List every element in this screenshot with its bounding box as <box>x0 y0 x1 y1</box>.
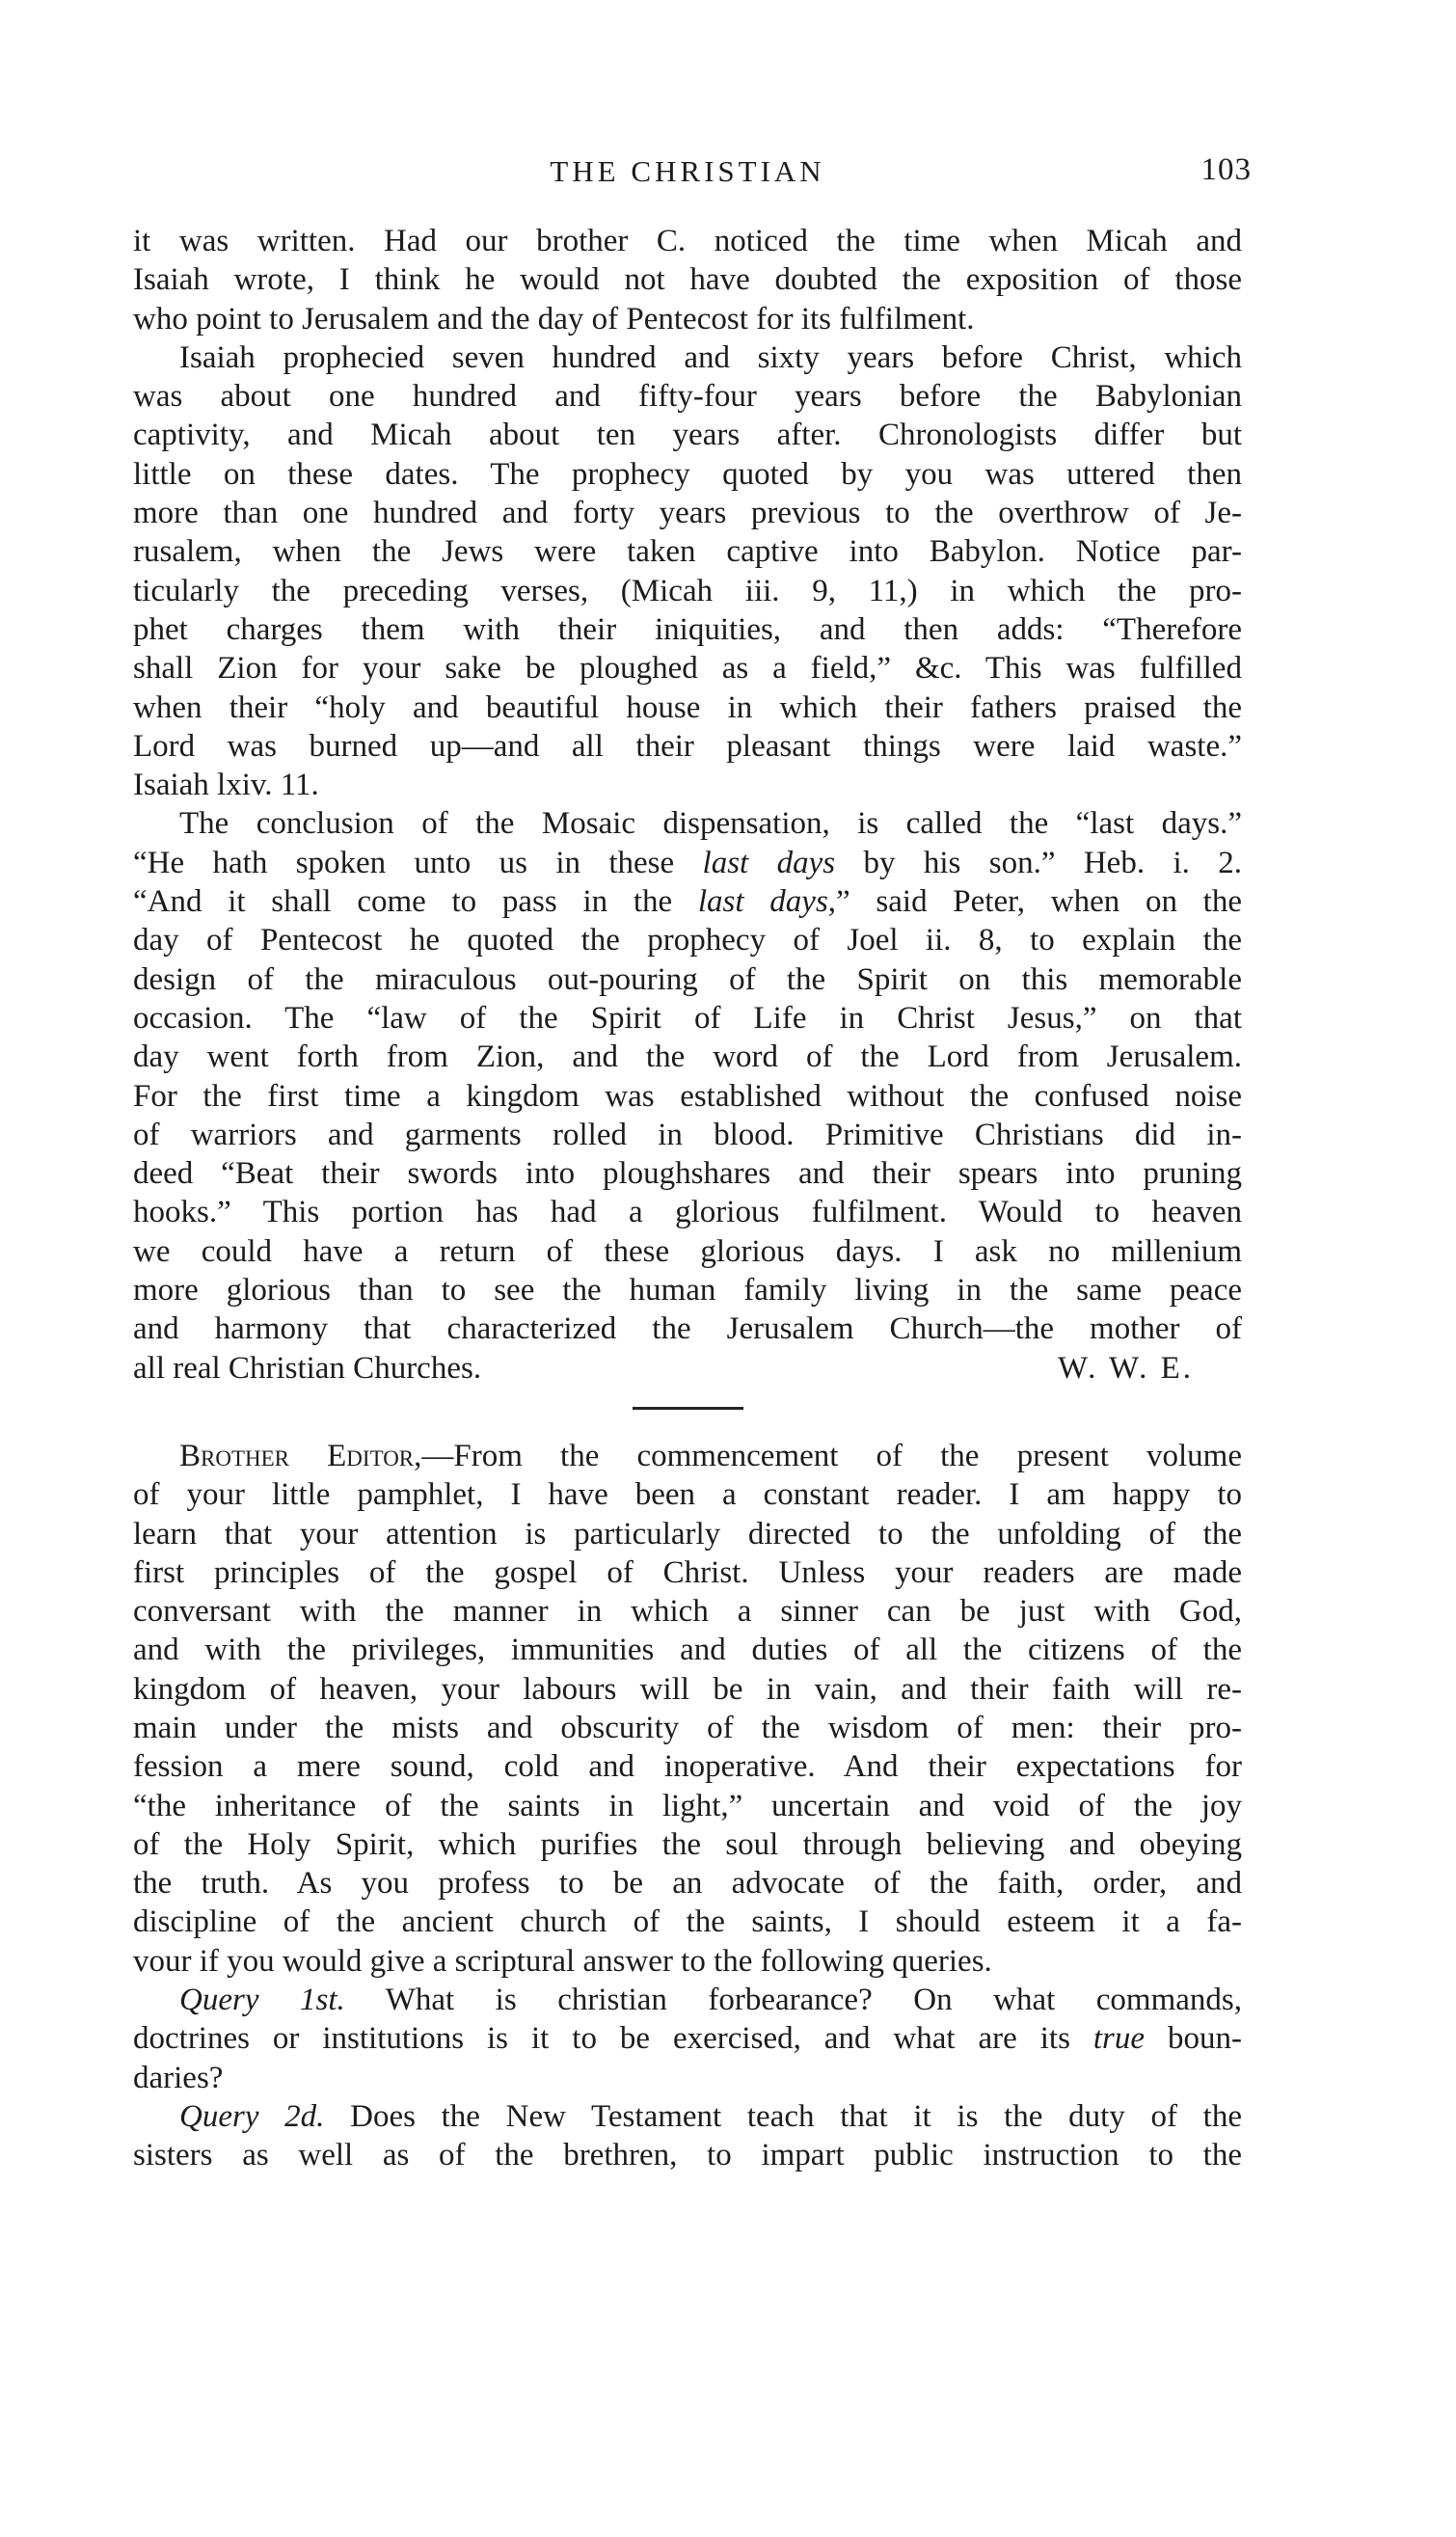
text-line <box>133 1437 1242 1475</box>
text-line: occasion. The “law of the Spirit of Life in Christ Jesus,” on that <box>133 1000 1242 1036</box>
text-line: rusalem, when the Jews were taken captive into Babylon. Notice par- <box>133 534 1242 570</box>
italic-run: last days <box>697 884 828 920</box>
text-line: kingdom of heaven, your labours will be in vain, and their faith will re- <box>133 1671 1242 1707</box>
text-line: The conclusion of the Mosaic dispensation, is called the “last days.” <box>179 806 1242 842</box>
text-line: day went forth from Zion, and the word of the Lord from Jerusalem. <box>133 1039 1242 1075</box>
text-line: and harmony that characterized the Jerusalem Church—the mother of <box>133 1311 1242 1347</box>
text-run: all real Christian Churches. <box>133 1350 482 1386</box>
italic-run: true <box>1092 2021 1146 2057</box>
text-line <box>133 1981 1242 2019</box>
text-line <box>133 844 1242 882</box>
text-line: ticularly the preceding verses, (Micah iii. 9, 11,) in which the pro- <box>133 573 1242 608</box>
text-line-with-signature <box>133 1349 1242 1388</box>
section-divider <box>633 1407 743 1410</box>
text-line: discipline of the ancient church of the saints, I should esteem it a fa- <box>133 1904 1242 1940</box>
text-run: Does the New Testament teach that it is the duty of the <box>324 2098 1242 2134</box>
query-1 <box>133 1981 1242 2097</box>
text-run: by his son.” Heb. i. 2. <box>835 845 1242 880</box>
page-number: 103 <box>1200 152 1252 187</box>
running-head <box>133 152 1252 212</box>
text-line: the truth. As you profess to be an advocate of the faith, order, and <box>133 1866 1242 1902</box>
text-line: conversant with the manner in which a sinner can be just with God, <box>133 1594 1242 1630</box>
text-line: and with the privileges, immunities and duties of all the citizens of the <box>133 1633 1242 1668</box>
text-line: fession a mere sound, cold and inoperative. And their expectations for <box>133 1749 1242 1785</box>
text-line: more glorious than to see the human family living in the same peace <box>133 1273 1242 1309</box>
text-line: first principles of the gospel of Christ. Unless your readers are made <box>133 1554 1242 1590</box>
paragraph-last-days <box>133 804 1242 1387</box>
text-line: Lord was burned up—and all their pleasant things were laid waste.” <box>133 728 1242 764</box>
italic-run: last days <box>702 845 836 880</box>
text-line: vour if you would give a scriptural answer to the following queries. <box>133 1943 992 1979</box>
text-line <box>133 2097 1242 2136</box>
text-run: “And it shall come to pass in the <box>133 884 698 920</box>
body-text <box>133 222 1242 2175</box>
text-run: doctrines or institutions is it to be exercised, and what are its <box>133 2021 1093 2057</box>
text-line: For the first time a kingdom was established without the confused noise <box>133 1078 1242 1114</box>
text-line <box>133 882 1242 921</box>
text-run: —From the commencement of the present volume <box>421 1438 1242 1473</box>
text-line: captivity, and Micah about ten years after. Chronologists differ but <box>133 418 1242 453</box>
text-line: hooks.” This portion has had a glorious fulfilment. Would to heaven <box>133 1195 1242 1230</box>
text-line: shall Zion for your sake be ploughed as a field,” &c. This was fulfilled <box>133 651 1242 687</box>
text-line: we could have a return of these glorious days. I ask no millenium <box>133 1233 1242 1269</box>
letter-paragraph <box>133 1437 1242 1981</box>
text-line: more than one hundred and forty years previous to the overthrow of Je- <box>133 496 1242 531</box>
text-line: when their “holy and beautiful house in which their fathers praised the <box>133 689 1242 725</box>
query-2 <box>133 2097 1242 2175</box>
text-line: of the Holy Spirit, which purifies the soul through believing and obeying <box>133 1826 1242 1862</box>
text-run: boun- <box>1145 2021 1242 2057</box>
salutation: Brother Editor, <box>179 1438 422 1473</box>
paragraph-continuation <box>133 222 1242 338</box>
author-signature: W. W. E. <box>1057 1350 1194 1386</box>
text-line: who point to Jerusalem and the day of Pentecost for its fulfilment. <box>133 301 975 337</box>
text-line: day of Pentecost he quoted the prophecy of Joel ii. 8, to explain the <box>133 923 1242 958</box>
text-line: it was written. Had our brother C. noticed the time when Micah and <box>133 224 1242 258</box>
text-line <box>133 2019 1242 2058</box>
text-line: Isaiah lxiv. 11. <box>133 768 319 803</box>
text-run: ,” said Peter, when on the <box>827 884 1242 920</box>
text-line: of warriors and garments rolled in blood. Primitive Christians did in- <box>133 1117 1242 1152</box>
text-run: What is christian forbearance? On what commands, <box>344 1983 1242 2018</box>
text-line: “the inheritance of the saints in light,” uncertain and void of the joy <box>133 1788 1242 1823</box>
query-label: Query 2d. <box>179 2098 325 2134</box>
book-page <box>133 152 1252 2175</box>
text-line: phet charges them with their iniquities, and then adds: “Therefore <box>133 611 1242 647</box>
text-line: Isaiah wrote, I think he would not have doubted the exposition of those <box>133 262 1242 298</box>
text-line: was about one hundred and fifty-four years before the Babylonian <box>133 379 1242 415</box>
paragraph-isaiah <box>133 338 1242 805</box>
text-line: of your little pamphlet, I have been a constant reader. I am happy to <box>133 1477 1242 1513</box>
text-line: design of the miraculous out-pouring of the Spirit on this memorable <box>133 961 1242 997</box>
text-run: “He hath spoken unto us in these <box>133 845 703 880</box>
text-line: Isaiah prophecied seven hundred and sixty years before Christ, which <box>179 339 1242 375</box>
text-line: sisters as well as of the brethren, to impart public instruction to the <box>133 2138 1242 2173</box>
text-line: learn that your attention is particularly directed to the unfolding of the <box>133 1516 1242 1552</box>
text-line: main under the mists and obscurity of the wisdom of men: their pro- <box>133 1710 1242 1745</box>
running-title: THE CHRISTIAN <box>550 154 825 188</box>
text-line: deed “Beat their swords into ploughshares and their spears into pruning <box>133 1156 1242 1192</box>
text-line: little on these dates. The prophecy quoted by you was uttered then <box>133 456 1242 492</box>
query-label: Query 1st. <box>179 1983 345 2018</box>
text-line: daries? <box>133 2060 224 2095</box>
